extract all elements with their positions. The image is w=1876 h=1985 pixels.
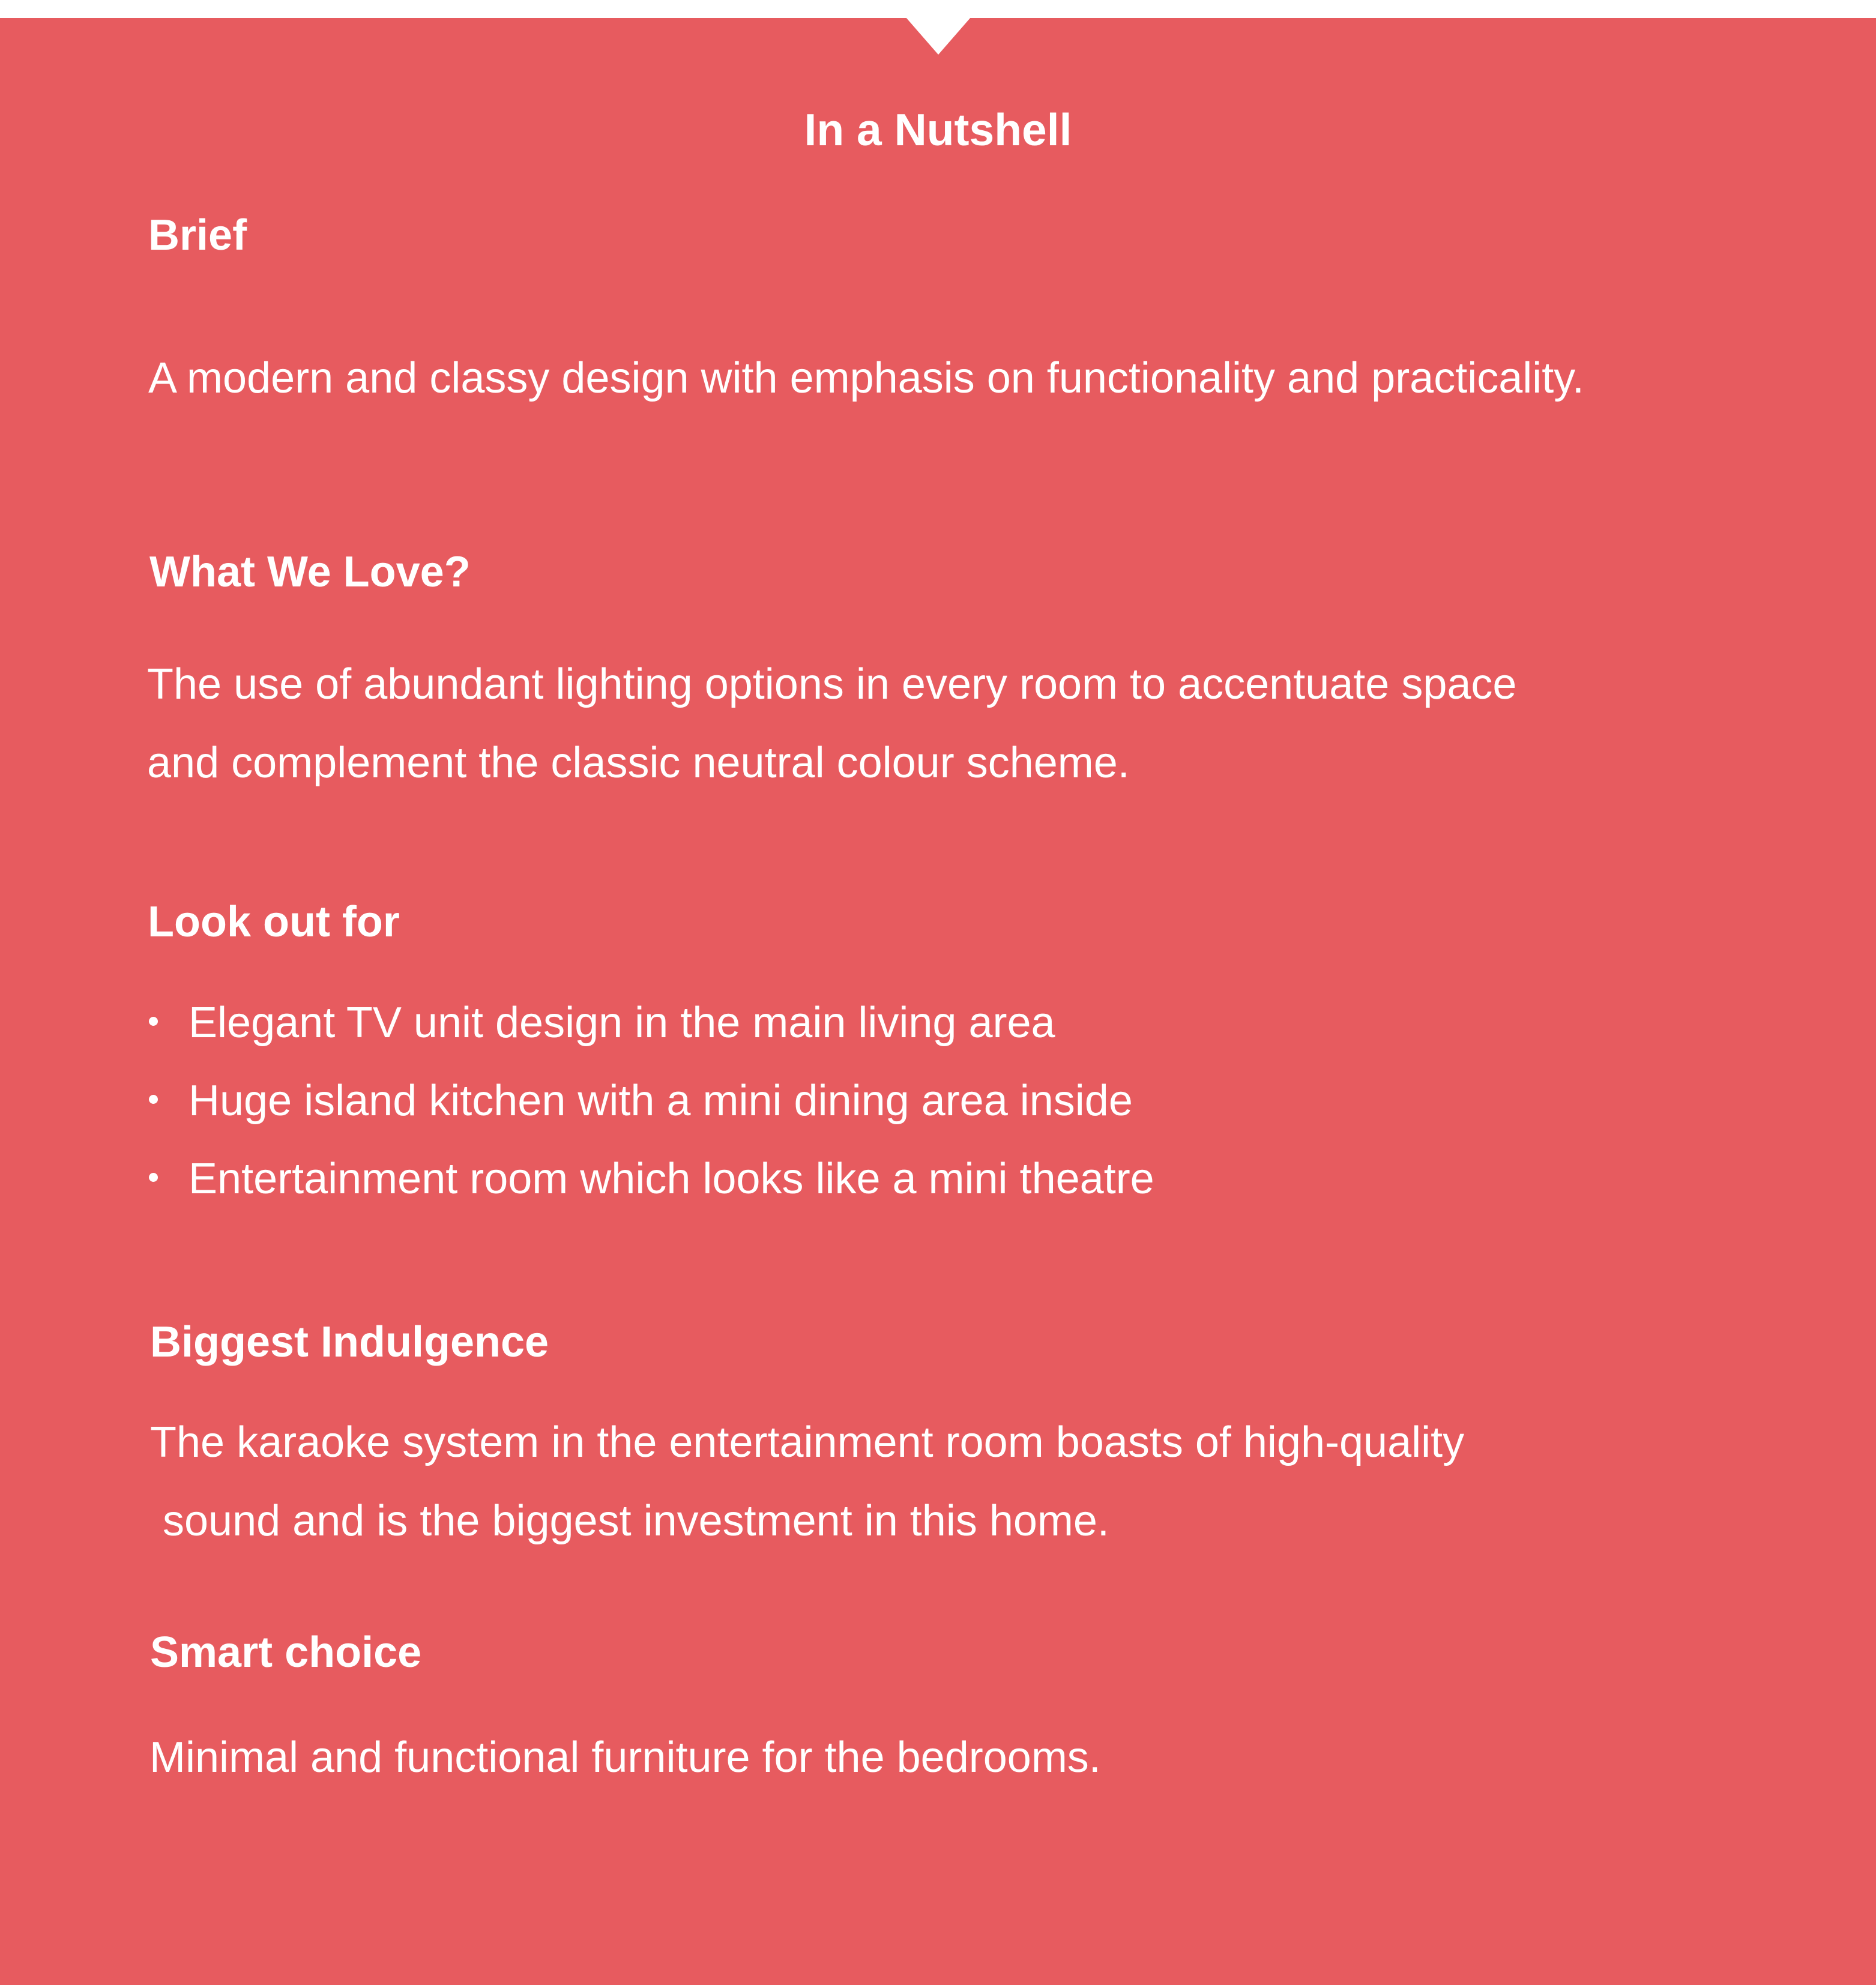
look-out-for-heading: Look out for [148,898,400,946]
smart-choice-text: Minimal and functional furniture for the bedrooms. [149,1733,1101,1782]
biggest-indulgence-heading: Biggest Indulgence [150,1318,549,1366]
bullet-icon [149,1095,158,1104]
list-item-text: Huge island kitchen with a mini dining area inside [189,1077,1133,1125]
list-item-text: Elegant TV unit design in the main living area [189,999,1055,1047]
smart-choice-heading: Smart choice [150,1628,422,1676]
what-we-love-line-2: and complement the classic neutral colour scheme. [147,739,1130,787]
what-we-love-line-1: The use of abundant lighting options in every room to accentuate space [147,660,1517,708]
biggest-indulgence-line-2: sound and is the biggest investment in this home. [163,1497,1109,1545]
bullet-icon [149,1017,158,1026]
brief-text: A modern and classy design with emphasis on functionality and practicality. [148,354,1584,402]
what-we-love-heading: What We Love? [149,548,471,596]
biggest-indulgence-line-1: The karaoke system in the entertainment room boasts of high-quality [150,1418,1465,1466]
brief-heading: Brief [148,211,247,259]
list-item-text: Entertainment room which looks like a mini theatre [189,1155,1154,1203]
bullet-icon [149,1173,158,1182]
section-title: In a Nutshell [804,104,1072,155]
pointer-notch [906,17,971,55]
